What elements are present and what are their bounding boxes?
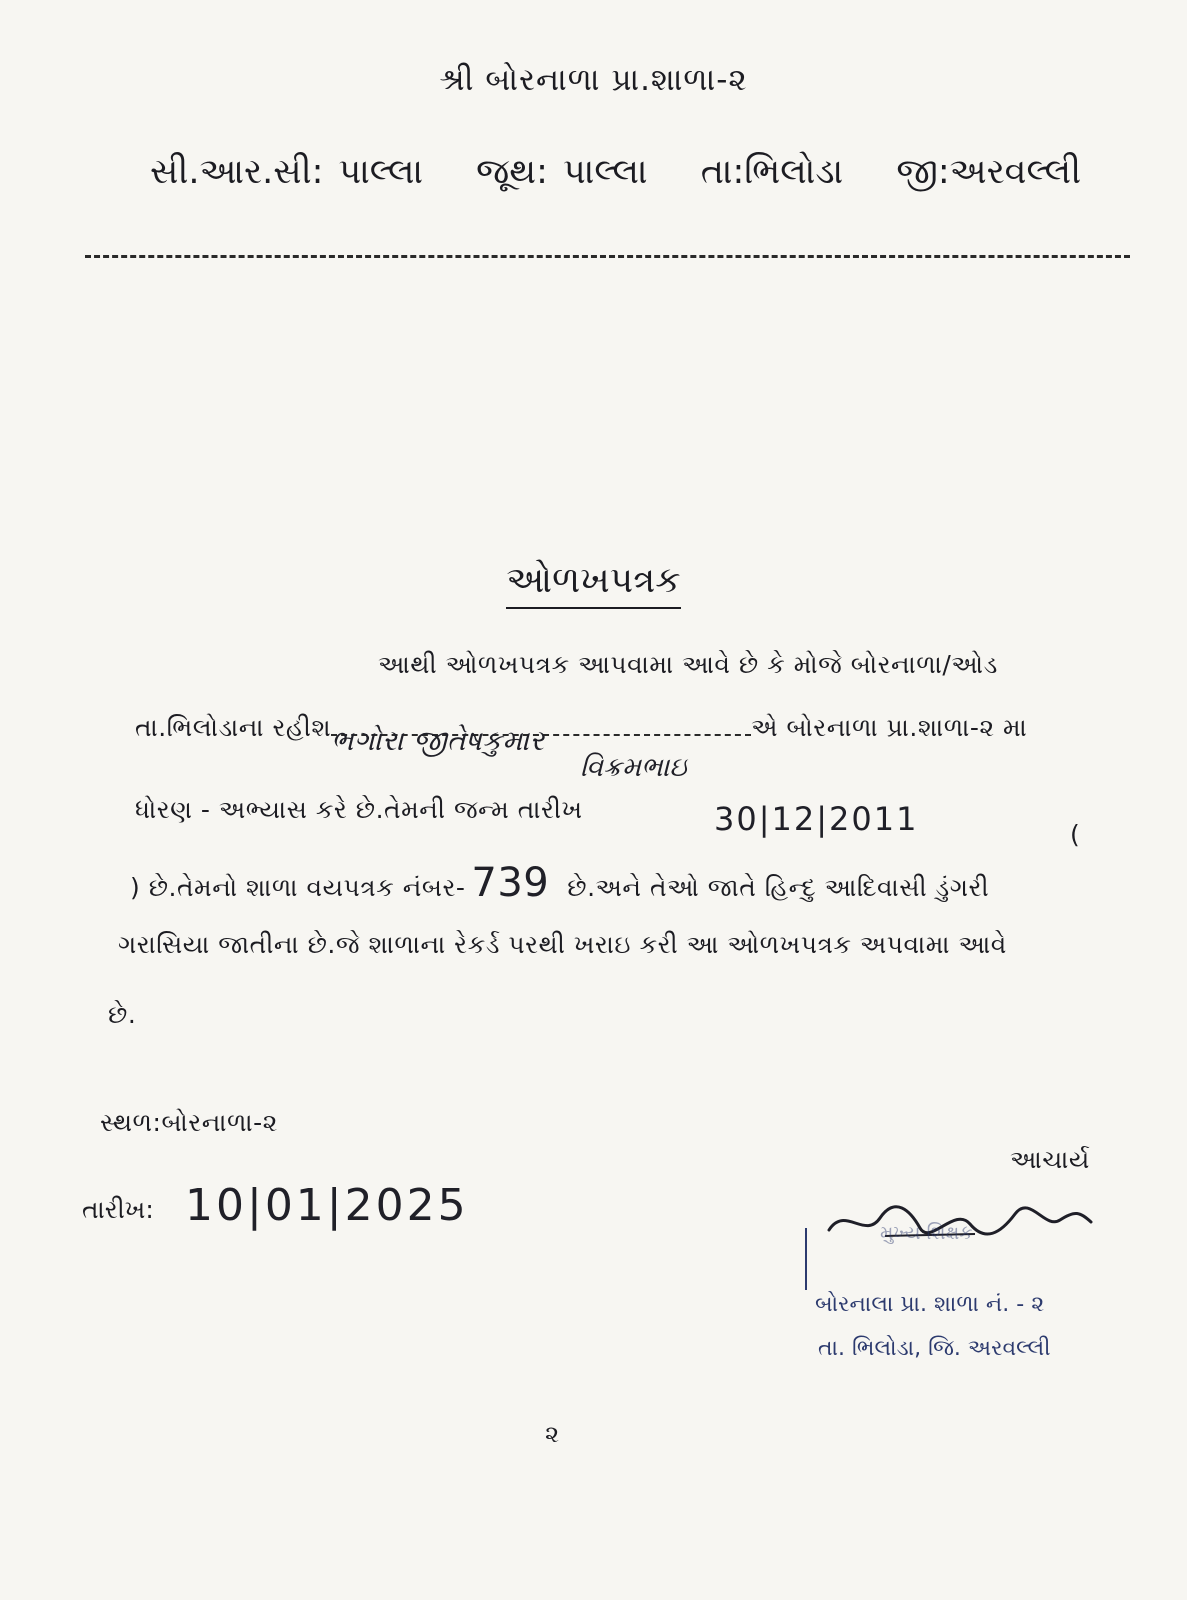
student-name-field (331, 724, 751, 757)
crc-label: સી.આર.સી: પાલ્લા (150, 152, 424, 192)
register-label: ) છે.તેમનો શાળા વયપત્રક નંબર- (130, 873, 466, 902)
stamp-address: તા. ભિલોડા, જિ. અરવલ્લી (818, 1336, 1051, 1361)
father-name: વિક્રમભાઇ (580, 752, 687, 783)
stamp-title: મુખ્ય શિક્ષક (880, 1222, 973, 1244)
designation-label: આચાર્ય (1010, 1145, 1090, 1174)
place-label: સ્થળ:બોરનાળા-૨ (100, 1108, 278, 1137)
residence-label: તા.ભિલોડાના રહીશ (135, 713, 332, 742)
school-address (150, 152, 1119, 192)
issue-date: 10|01|2025 (185, 1180, 469, 1231)
body-line-1: આથી ઓળખપત્રક આપવામા આવે છે કે મોજે બોરનાળા/ઓડ (378, 650, 998, 679)
body-line-2 (135, 713, 1028, 757)
district-label: જી:અરવલ્લી (896, 152, 1082, 192)
school-name: શ્રી બોરનાળા પ્રા.શાળા-૨ (439, 62, 748, 98)
body-line-4 (130, 860, 989, 906)
open-paren: ( (1070, 820, 1081, 849)
birth-date: 30|12|2011 (714, 800, 919, 838)
date-label: તારીખ: (82, 1195, 154, 1224)
stamp-school: બોરનાલા પ્રા. શાળા નં. - ૨ (815, 1292, 1045, 1317)
register-number: 739 (471, 860, 550, 906)
body-line-3: ધોરણ - અભ્યાસ કરે છે.તેમની જન્મ તારીખ (135, 795, 583, 824)
divider (85, 255, 1130, 258)
taluka-label: તા:ભિલોડા (700, 152, 844, 192)
cluster-label: જૂથ: પાલ્લા (476, 152, 648, 192)
student-name: ભગોરા જીતેષકુમાર (331, 724, 545, 757)
caste-text: છે.અને તેઓ જાતે હિન્દુ આદિવાસી ડુંગરી (567, 873, 990, 902)
stamp-border (805, 1228, 807, 1290)
body-line-6: છે. (108, 1000, 137, 1029)
page-number: ૨ (545, 1420, 560, 1448)
school-suffix: એ બોરનાળા પ્રા.શાળા-૨ મા (751, 713, 1028, 742)
page-title: ઓળખપત્રક (0, 560, 1187, 602)
body-line-5: ગરાસિયા જાતીના છે.જે શાળાના રેકર્ડ પરથી ખરાઇ કરી આ ઓળખપત્રક અપવામા આવે (118, 930, 1007, 959)
